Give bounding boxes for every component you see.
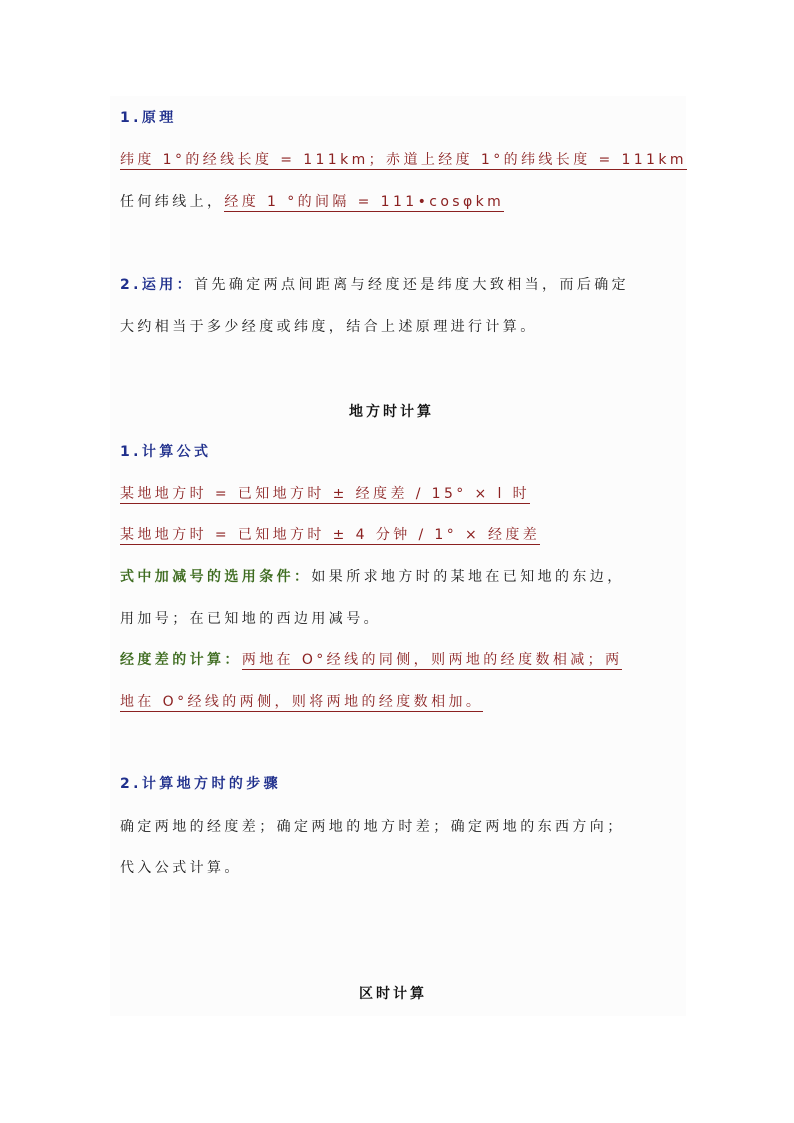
title-zone-time: 区时计算 [359,986,427,1002]
section-heading-application: 2.运用： [120,277,195,293]
application-text: 首先确定两点间距离与经度还是纬度大致相当，而后确定 [194,277,630,293]
longitude-diff-line-2 [120,692,483,712]
section-heading-steps: 2.计算地方时的步骤 [120,776,282,792]
longitude-diff-label: 经度差的计算： [120,652,242,668]
condition-line-1 [120,567,625,587]
formula-line-1 [120,484,530,504]
principle-line-2 [120,192,504,212]
steps-line-2: 代入公式计算。 [120,860,242,876]
longitude-diff-text: 两地在 O°经线的同侧，则两地的经度数相减；两 [241,652,623,668]
principle-line-1 [120,150,687,170]
formula-line-2 [120,525,540,545]
application-line-1 [120,275,629,295]
steps-line-1: 确定两地的经度差；确定两地的地方时差；确定两地的东西方向； [120,819,625,835]
principle-formula: 纬度 1°的经线长度 = 111km；赤道上经度 1°的纬线长度 = 111km [120,152,687,168]
application-line-2: 大约相当于多少经度或纬度，结合上述原理进行计算。 [120,319,538,335]
principle-prefix: 任何纬线上， [120,194,225,210]
section-heading-principle: 1.原理 [120,110,177,126]
condition-label: 式中加减号的选用条件： [120,569,312,585]
longitude-diff-text-2: 地在 O°经线的两侧，则将两地的经度数相加。 [120,694,484,710]
condition-line-2: 用加号；在已知地的西边用减号。 [120,611,381,627]
document-body [110,96,686,1016]
section-heading-formula: 1.计算公式 [120,444,212,460]
formula-2: 某地地方时 = 已知地方时 ± 4 分钟 / 1° × 经度差 [120,527,541,543]
title-local-time: 地方时计算 [349,404,434,420]
formula-1: 某地地方时 = 已知地方时 ± 经度差 / 15° × l 时 [120,486,531,502]
longitude-diff-line-1 [120,650,622,670]
principle-cos-formula: 经度 1 °的间隔 = 111•cosφkm [224,194,505,210]
condition-text: 如果所求地方时的某地在已知地的东边， [311,569,625,585]
